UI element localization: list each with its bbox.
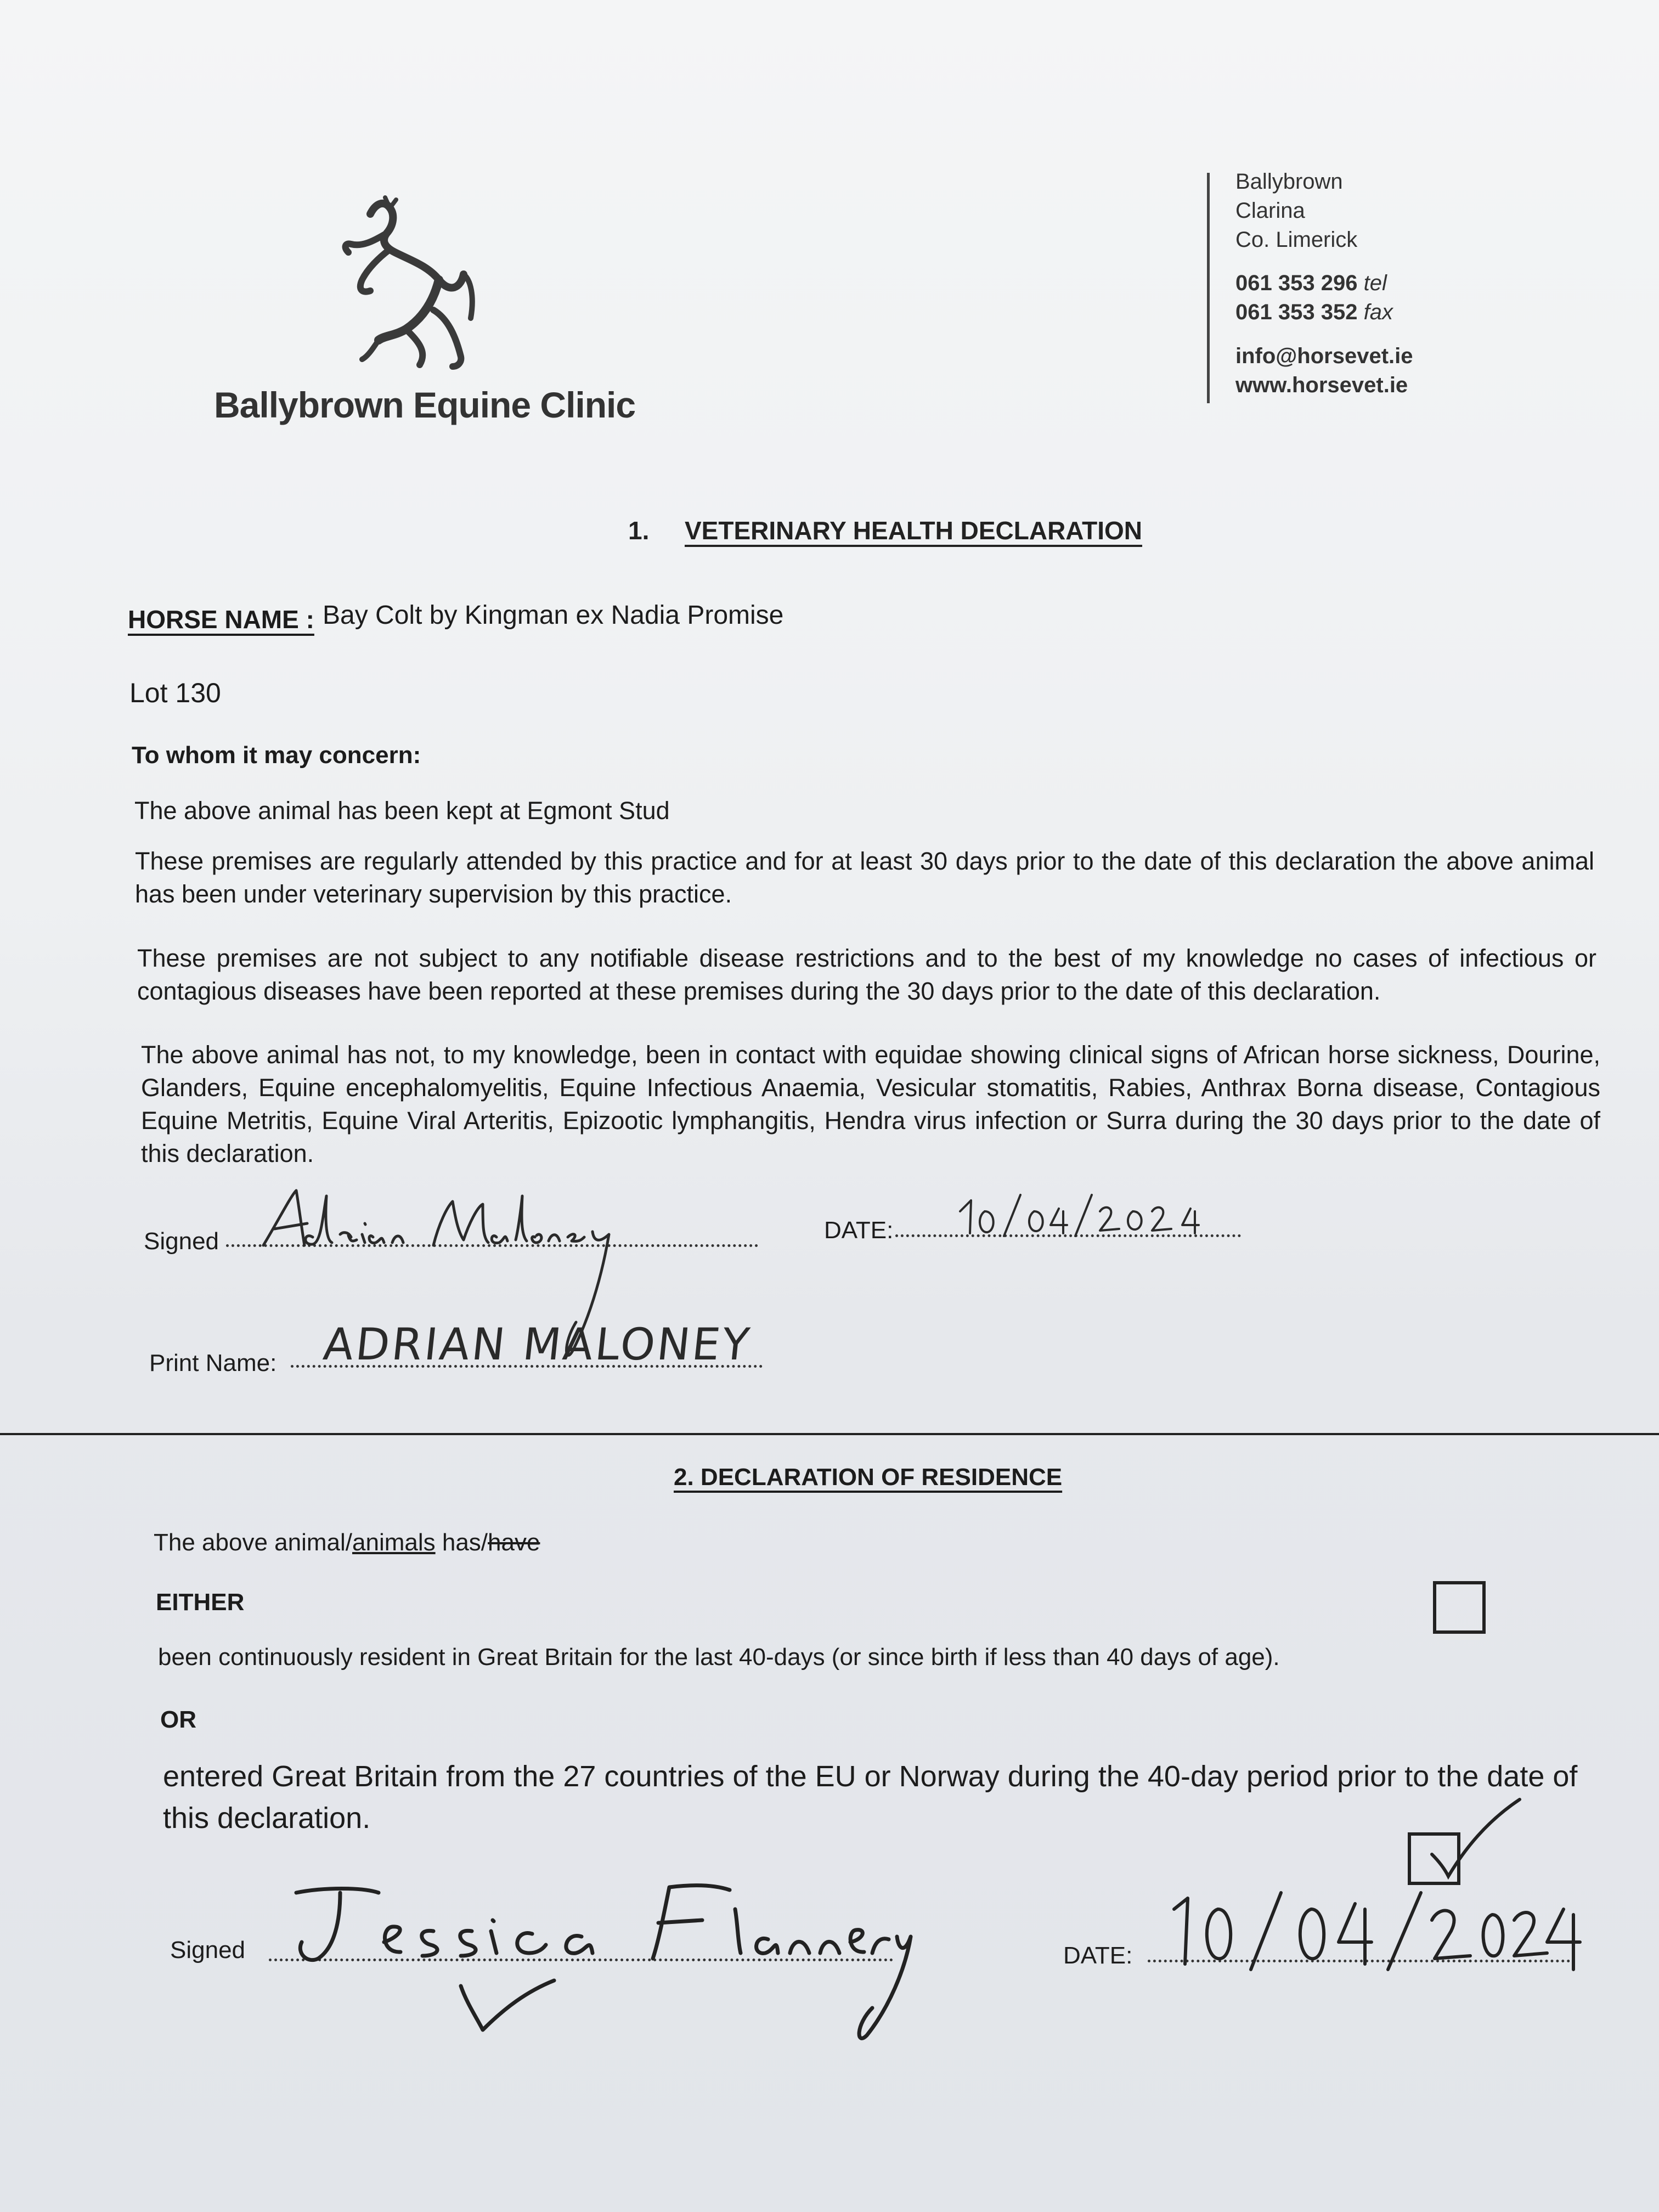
print-name-value: ADRIAN MALONEY — [321, 1319, 754, 1370]
or-label: OR — [160, 1706, 196, 1733]
handwritten-date-2 — [1163, 1887, 1580, 1975]
residence-intro: The above animal/animals has/have — [154, 1529, 540, 1556]
email: info@horsevet.ie — [1235, 344, 1413, 368]
either-label: EITHER — [156, 1589, 245, 1616]
option2-text: entered Great Britain from the 27 countries of the EU or Norway during the 40-day period prior to the date of this declaration. — [163, 1760, 1578, 1835]
checkmark-icon — [1415, 1794, 1525, 1887]
address-block — [1235, 167, 1357, 255]
address-line: Co. Limerick — [1235, 228, 1358, 252]
salutation: To whom it may concern: — [132, 742, 421, 769]
horse-name-value: Bay Colt by Kingman ex Nadia Promise — [323, 601, 784, 630]
supervision-paragraph: These premises are regularly attended by this practice and for at least 30 days prior to the date of this declaration the above animal has been under veterinary supervision by this practice. — [135, 847, 1594, 908]
contact-phone-block — [1235, 269, 1393, 327]
website: www.horsevet.ie — [1235, 373, 1408, 397]
section1-number: 1. — [628, 516, 650, 545]
rearing-horse-logo-icon — [324, 192, 488, 373]
signed-label-2: Signed — [170, 1937, 246, 1963]
contact-diseases-paragraph: The above animal has not, to my knowledge, been in contact with equidae showing clinical signs of African horse sickness, Dourine, Glanders, Equine encephalomyelitis, Equine Infectious Anaemia, Vesicular stomatitis, Rabies, Anthrax Borna disease, Contagious Equine Metritis, Equine Viral Arteritis, Epizootic lymphangitis, Hendra virus infection or Surra during the 30 days prior to the date of this declaration. — [141, 1041, 1600, 1167]
contact-web-block — [1235, 342, 1413, 400]
lot-number: Lot 130 — [129, 678, 221, 708]
date-label-2: DATE: — [1063, 1942, 1133, 1969]
option1-text: been continuously resident in Great Britain for the last 40-days (or since birth if less than 40 days of age). — [158, 1644, 1280, 1671]
disease-restrictions-paragraph: These premises are not subject to any notifiable disease restrictions and to the best of my knowledge no cases of infectious or contagious diseases have been reported at these premises during the 30 days prior to the date of this declaration. — [137, 944, 1596, 1005]
horse-name-label: HORSE NAME : — [128, 605, 314, 634]
clinic-name: Ballybrown Equine Clinic — [214, 385, 636, 425]
section2-title: 2. DECLARATION OF RESIDENCE — [674, 1464, 1063, 1491]
date-label: DATE: — [824, 1217, 894, 1244]
signed-label: Signed — [144, 1228, 219, 1255]
print-name-label: Print Name: — [149, 1350, 277, 1376]
address-line: Clarina — [1235, 199, 1305, 223]
signature-jessica-flannery — [274, 1876, 905, 2052]
kept-at-statement: The above animal has been kept at Egmont Stud — [134, 797, 670, 825]
signature-adrian-maloney — [258, 1185, 730, 1404]
address-divider — [1207, 173, 1210, 403]
section-divider — [0, 1433, 1659, 1435]
section1-title: VETERINARY HEALTH DECLARATION — [685, 516, 1142, 545]
fax: 061 353 352 fax — [1235, 300, 1393, 324]
telephone: 061 353 296 tel — [1235, 271, 1387, 295]
handwritten-date-1 — [955, 1178, 1229, 1244]
option1-checkbox[interactable] — [1433, 1581, 1486, 1634]
address-line: Ballybrown — [1235, 170, 1343, 194]
